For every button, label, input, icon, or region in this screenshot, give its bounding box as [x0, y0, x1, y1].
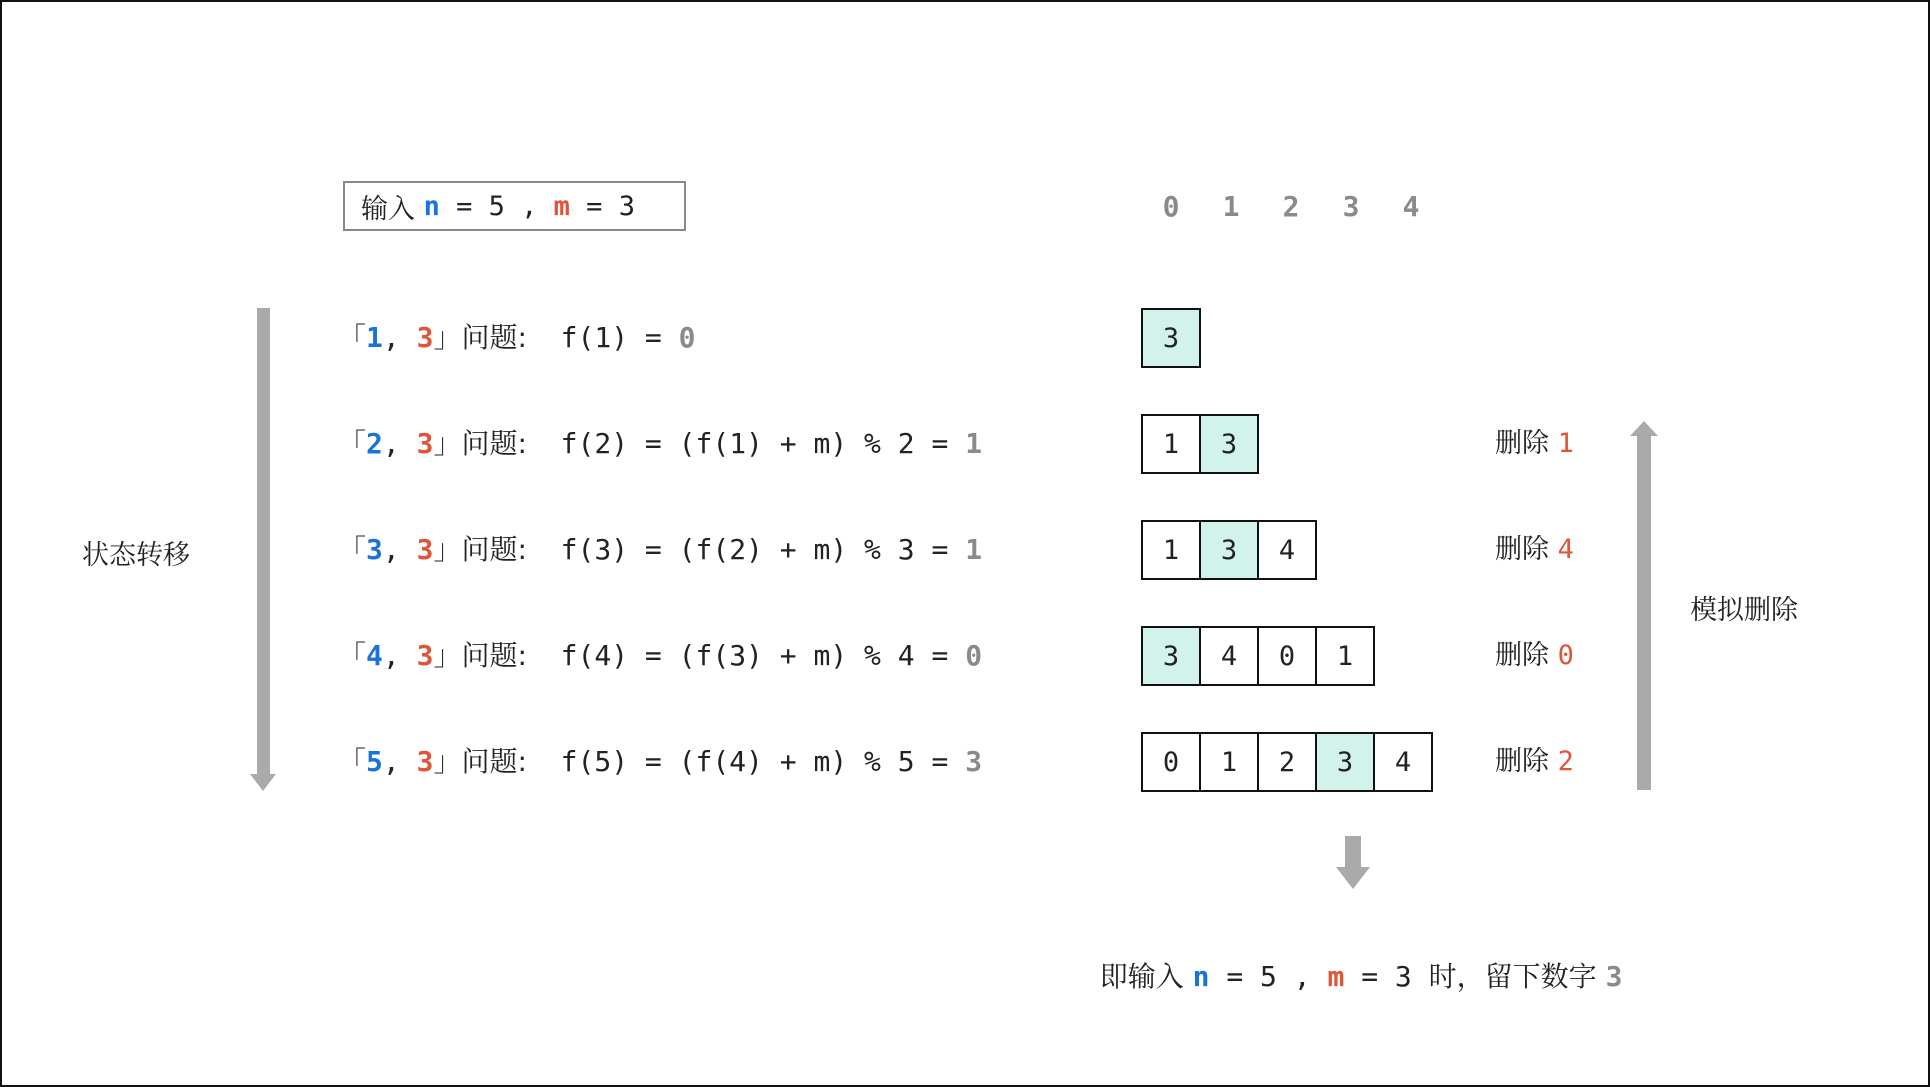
- bracket-open: 「: [338, 533, 367, 566]
- row-comma: ,: [382, 321, 417, 354]
- row-result: 3: [965, 745, 983, 778]
- bracket-close: 」: [433, 533, 462, 566]
- bracket-close: 」: [433, 427, 462, 460]
- row-wenti: 问题:: [461, 533, 527, 566]
- row-formula: f(3) = (f(2) + m) % 3 =: [526, 533, 966, 566]
- conclusion-suffix: 时，留下数字: [1428, 960, 1606, 993]
- array-cell: 0: [1141, 732, 1201, 792]
- array-cell: 1: [1199, 732, 1259, 792]
- row-comma: ,: [382, 533, 417, 566]
- row-result: 0: [678, 321, 696, 354]
- index-label: 4: [1402, 190, 1420, 223]
- bracket-open: 「: [338, 745, 367, 778]
- row-formula: f(5) = (f(4) + m) % 5 =: [526, 745, 966, 778]
- deletion-label: [1495, 530, 1574, 570]
- array-cell: 1: [1315, 626, 1375, 686]
- recurrence-row: [338, 636, 982, 676]
- row-comma: ,: [382, 639, 417, 672]
- deletion-text: 删除: [1495, 640, 1558, 671]
- bracket-open: 「: [338, 427, 367, 460]
- deletion-label: [1495, 424, 1574, 464]
- bracket-open: 「: [338, 321, 367, 354]
- array-cell: 1: [1141, 520, 1201, 580]
- row-m-value: 3: [416, 745, 434, 778]
- simulate-delete-label: 模拟删除: [1690, 595, 1798, 626]
- deletion-value: 4: [1557, 534, 1574, 565]
- row-wenti: 问题:: [461, 639, 527, 672]
- conclusion-result: 3: [1605, 960, 1623, 993]
- index-label: 1: [1222, 190, 1240, 223]
- bracket-close: 」: [433, 639, 462, 672]
- row-m-value: 3: [416, 639, 434, 672]
- row-result: 1: [965, 533, 983, 566]
- input-m-label: m: [553, 190, 570, 222]
- bracket-close: 」: [433, 745, 462, 778]
- array-cell: 0: [1257, 626, 1317, 686]
- array-cell-highlighted: 3: [1315, 732, 1375, 792]
- row-n-value: 5: [366, 745, 383, 778]
- conclusion-text: [1066, 922, 1622, 995]
- input-prefix: 输入: [361, 193, 424, 225]
- row-wenti: 问题:: [461, 745, 527, 778]
- array-row: [1141, 520, 1317, 580]
- array-cell-highlighted: 3: [1199, 414, 1259, 474]
- array-row: [1141, 308, 1201, 368]
- row-result: 0: [965, 639, 983, 672]
- conclusion-prefix: 即输入: [1099, 960, 1193, 993]
- bracket-close: 」: [433, 321, 462, 354]
- array-row: [1141, 414, 1259, 474]
- conclusion-mid2: = 3: [1344, 960, 1429, 993]
- array-cell: 2: [1257, 732, 1317, 792]
- row-formula: f(4) = (f(3) + m) % 4 =: [526, 639, 966, 672]
- row-formula: f(2) = (f(1) + m) % 2 =: [526, 427, 966, 460]
- down-arrow-icon: [248, 308, 278, 793]
- recurrence-row: [338, 318, 695, 358]
- row-comma: ,: [382, 427, 417, 460]
- array-cell-highlighted: 3: [1141, 626, 1201, 686]
- row-n-value: 1: [366, 321, 383, 354]
- deletion-text: 删除: [1495, 746, 1558, 777]
- array-row: [1141, 732, 1433, 792]
- array-cell-highlighted: 3: [1199, 520, 1259, 580]
- conclusion-m-label: m: [1327, 960, 1345, 993]
- index-label: 3: [1342, 190, 1360, 223]
- recurrence-row: [338, 424, 982, 464]
- deletion-text: 删除: [1495, 534, 1558, 565]
- row-comma: ,: [382, 745, 417, 778]
- input-mid1: = 5 ,: [439, 190, 554, 222]
- array-cell: 4: [1257, 520, 1317, 580]
- bracket-open: 「: [338, 639, 367, 672]
- conclusion-n-label: n: [1192, 960, 1210, 993]
- recurrence-row: [338, 742, 982, 782]
- row-wenti: 问题:: [461, 321, 527, 354]
- row-n-value: 3: [366, 533, 383, 566]
- array-cell-highlighted: 3: [1141, 308, 1201, 368]
- array-cell: 1: [1141, 414, 1201, 474]
- row-n-value: 4: [366, 639, 383, 672]
- conclusion-mid1: = 5 ,: [1209, 960, 1328, 993]
- array-row: [1141, 626, 1375, 686]
- index-label: 0: [1162, 190, 1180, 223]
- input-mid2: = 3: [569, 190, 635, 222]
- deletion-value: 1: [1557, 428, 1574, 459]
- array-cell: 4: [1199, 626, 1259, 686]
- deletion-value: 0: [1557, 640, 1574, 671]
- deletion-value: 2: [1557, 746, 1574, 777]
- row-m-value: 3: [416, 533, 434, 566]
- up-arrow-icon: [1628, 420, 1660, 792]
- index-label: 2: [1282, 190, 1300, 223]
- deletion-label: [1495, 742, 1574, 782]
- deletion-text: 删除: [1495, 428, 1558, 459]
- recurrence-row: [338, 530, 982, 570]
- row-m-value: 3: [416, 321, 434, 354]
- result-down-arrow-icon: [1335, 836, 1371, 892]
- input-n-label: n: [423, 190, 440, 222]
- row-formula: f(1) =: [526, 321, 679, 354]
- deletion-label: [1495, 636, 1574, 676]
- row-result: 1: [965, 427, 983, 460]
- input-box: [343, 181, 686, 231]
- row-n-value: 2: [366, 427, 383, 460]
- state-transition-label: 状态转移: [82, 540, 190, 571]
- array-cell: 4: [1373, 732, 1433, 792]
- row-wenti: 问题:: [461, 427, 527, 460]
- row-m-value: 3: [416, 427, 434, 460]
